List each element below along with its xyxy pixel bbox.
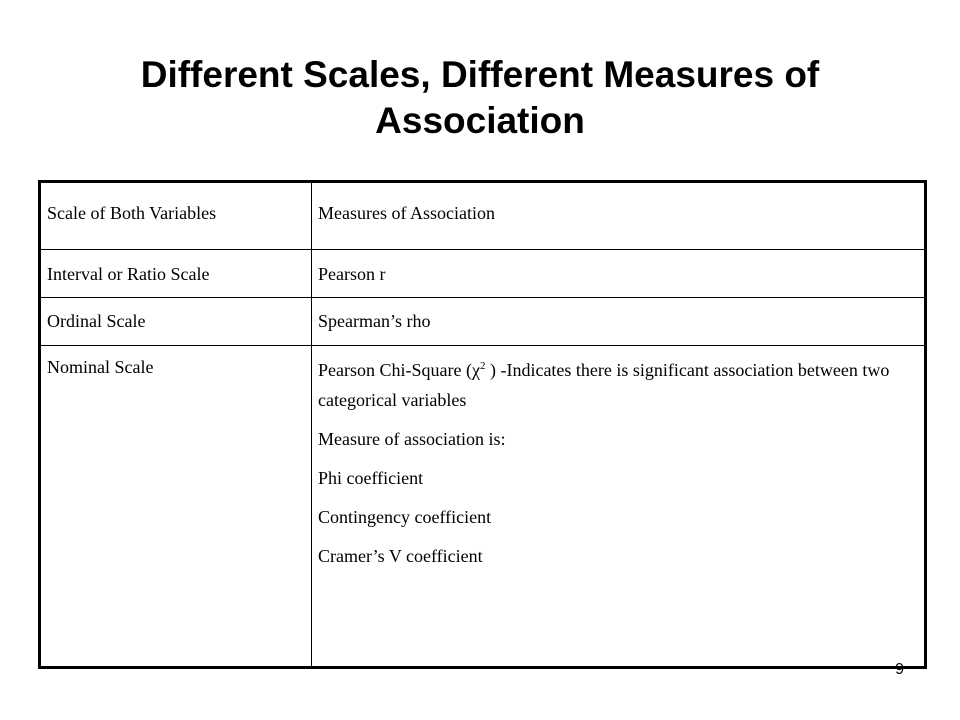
cell-measure-nominal xyxy=(312,346,926,668)
chi-symbol: χ xyxy=(471,360,480,380)
table-row xyxy=(40,250,926,298)
cell-measure-ordinal: Spearman’s rho xyxy=(312,298,926,346)
chi-square-prefix: Pearson Chi-Square ( xyxy=(318,360,472,380)
cell-scale-interval: Interval or Ratio Scale xyxy=(40,250,312,298)
table-row xyxy=(40,298,926,346)
chi-superscript: 2 xyxy=(479,360,486,372)
header-cell-measures: Measures of Association xyxy=(312,182,926,250)
header-cell-scale: Scale of Both Variables xyxy=(40,182,312,250)
measure-intro: Measure of association is: xyxy=(318,429,506,449)
measure-item-phi: Phi coefficient xyxy=(318,468,424,488)
slide-title-line-2: Association xyxy=(375,100,585,141)
table-header-row xyxy=(40,182,926,250)
cell-measure-interval: Pearson r xyxy=(312,250,926,298)
chi-square-description xyxy=(318,355,918,415)
slide-title-line-1: Different Scales, Different Measures of xyxy=(140,54,820,95)
table-row xyxy=(40,346,926,668)
measure-item-contingency: Contingency coefficient xyxy=(318,507,492,527)
cell-scale-nominal: Nominal Scale xyxy=(40,346,312,668)
chi-square-suffix: ) -Indicates there is significant association between two categorical variables xyxy=(318,360,890,410)
slide-title xyxy=(40,52,920,144)
page-number: 9 xyxy=(895,661,904,678)
measure-item-cramers-v: Cramer’s V coefficient xyxy=(318,546,483,566)
association-table xyxy=(38,180,927,669)
cell-scale-ordinal: Ordinal Scale xyxy=(40,298,312,346)
